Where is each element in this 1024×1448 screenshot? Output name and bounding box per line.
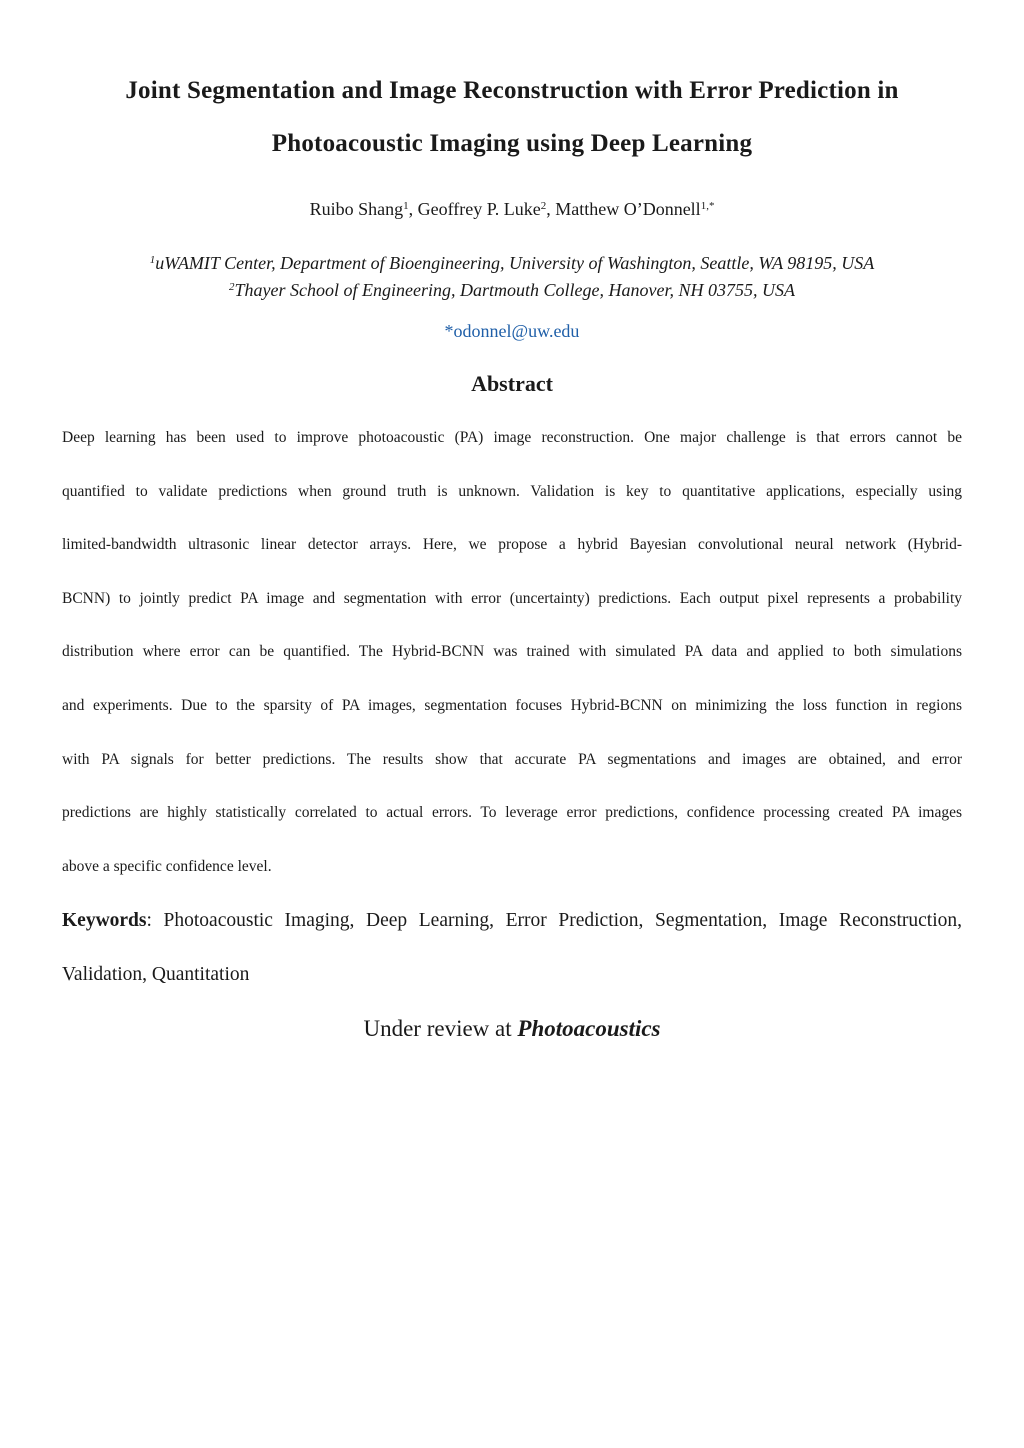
abstract-line: distribution where error can be quantified. The Hybrid-BCNN was trained with simulated PA data and applied to both simulations <box>62 643 962 660</box>
author-name: Geoffrey P. Luke <box>417 199 541 219</box>
journal-name: Photoacoustics <box>517 1016 661 1041</box>
author-affiliation-mark: 1 <box>403 200 409 212</box>
author-list <box>0 200 1024 218</box>
affiliation-number: 1 <box>149 254 156 266</box>
keywords-text: : Photoacoustic Imaging, Deep Learning, Error Prediction, Segmentation, Image Reconstruction, <box>146 910 962 931</box>
affiliation-1 <box>0 254 1024 272</box>
abstract-line: Deep learning has been used to improve photoacoustic (PA) image reconstruction. One major challenge is that errors cannot be <box>62 429 962 446</box>
keywords-line-1 <box>62 911 962 931</box>
abstract-heading: Abstract <box>471 371 553 396</box>
affiliation-number: 2 <box>229 281 235 293</box>
abstract-line: quantified to validate predictions when ground truth is unknown. Validation is key to quantitative applications, especially using <box>62 483 962 500</box>
abstract-line: limited-bandwidth ultrasonic linear detector arrays. Here, we propose a hybrid Bayesian convolutional neural network (Hybrid- <box>62 536 962 553</box>
author-separator: , <box>546 199 556 219</box>
affiliation-text: uWAMIT Center, Department of Bioengineering, University of Washington, Seattle, WA 98195, USA <box>155 253 875 273</box>
author-affiliation-mark: 1,* <box>700 200 715 212</box>
author-separator: , <box>408 199 418 219</box>
keywords-label: Keywords <box>62 910 147 931</box>
abstract-line: and experiments. Due to the sparsity of PA images, segmentation focuses Hybrid-BCNN on minimizing the loss function in regions <box>62 697 962 714</box>
abstract-line: BCNN) to jointly predict PA image and segmentation with error (uncertainty) predictions. Each output pixel represents a probability <box>62 590 962 607</box>
abstract-line: with PA signals for better predictions. The results show that accurate PA segmentations and images are obtained, and error <box>62 751 962 768</box>
abstract-line: above a specific confidence level. <box>62 858 272 875</box>
affiliation-2 <box>0 281 1024 299</box>
affiliation-text: Thayer School of Engineering, Dartmouth College, Hanover, NH 03755, USA <box>234 280 795 300</box>
author-affiliation-mark: 2 <box>540 200 547 212</box>
review-status <box>0 1017 1024 1040</box>
review-prefix: Under review at <box>363 1016 518 1041</box>
keywords-line-2: Validation, Quantitation <box>62 964 250 985</box>
abstract-line: predictions are highly statistically correlated to actual errors. To leverage error predictions, confidence processing created PA images <box>62 804 962 821</box>
paper-title-line-1: Joint Segmentation and Image Reconstruction with Error Prediction in <box>125 77 899 104</box>
author-name: Ruibo Shang <box>309 199 404 219</box>
author-name: Matthew O’Donnell <box>555 199 701 219</box>
paper-title-line-2: Photoacoustic Imaging using Deep Learning <box>271 130 753 157</box>
corresponding-email-link[interactable]: *odonnel@uw.edu <box>444 321 580 341</box>
